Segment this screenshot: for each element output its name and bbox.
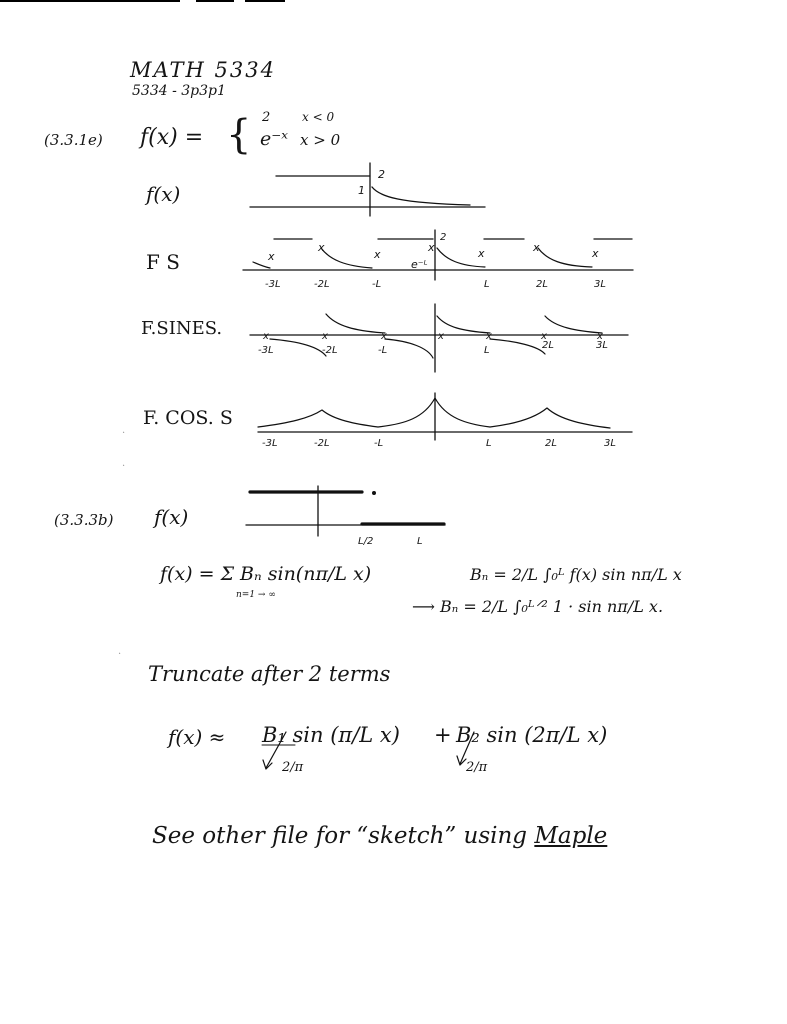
course-title: MATH 5334 xyxy=(130,58,276,82)
step-tick-L: L xyxy=(417,536,423,547)
fs-tick-neg3L: -3L xyxy=(265,279,281,290)
fs-tick-L: L xyxy=(484,279,490,290)
fcos-tick-L: L xyxy=(486,438,492,449)
fsines-jump-mark: x xyxy=(322,331,328,342)
fx-exp-decay-curve xyxy=(372,187,470,205)
b2-arrow xyxy=(460,732,474,764)
margin-dot: . xyxy=(122,458,126,469)
fs-jump-mark: x xyxy=(268,250,275,263)
fsines-ticks xyxy=(258,340,608,356)
fsines-tick-negL: -L xyxy=(378,345,388,356)
fcos-sketch xyxy=(258,393,632,449)
approx-plus: + xyxy=(434,723,452,747)
fx-sketch xyxy=(250,163,485,216)
case1-condition: x < 0 xyxy=(302,110,335,124)
fsines-jump-mark: x xyxy=(381,331,387,342)
fsines-neg-decay-curve xyxy=(270,339,326,356)
case2-condition: x > 0 xyxy=(300,131,341,149)
fsines-jump-mark: x xyxy=(541,331,547,342)
approx-lhs: f(x) ≈ xyxy=(168,725,226,749)
fs-jump-mark: x xyxy=(318,241,325,254)
series-limits: n=1 → ∞ xyxy=(236,590,276,600)
b1-arrow xyxy=(266,732,286,768)
fs-tick-3L: 3L xyxy=(594,279,606,290)
fs-tick-2L: 2L xyxy=(536,279,548,290)
fs-top-mark: 2 xyxy=(440,232,447,243)
margin-dot: . xyxy=(122,425,126,436)
truncate-note: Truncate after 2 terms xyxy=(148,662,391,686)
fcos-even-extension-curve xyxy=(258,398,610,428)
coefficient-arrows xyxy=(262,732,474,769)
fcos-ticks xyxy=(262,438,616,449)
fsines-sketch xyxy=(250,304,628,372)
fcos-tick-3L: 3L xyxy=(604,438,616,449)
fsines-tick-neg3L: -3L xyxy=(258,345,274,356)
fsines-decay-curve xyxy=(437,316,490,333)
fs-jump-mark: x xyxy=(533,241,540,254)
fx-graph-label: f(x) xyxy=(146,182,181,206)
problem-b-lhs: f(x) xyxy=(154,505,189,529)
margin-dot: . xyxy=(118,646,122,657)
fsines-tick-3L: 3L xyxy=(596,340,608,351)
fs-point-label: e⁻ᴸ xyxy=(411,258,428,271)
maple-note-text: See other file for “sketch” using xyxy=(152,823,535,849)
fsines-tick-2L: 2L xyxy=(542,340,554,351)
fsines-graph-label: F.SINES. xyxy=(141,318,223,339)
fsines-tick-neg2L: -2L xyxy=(322,345,338,356)
bn-definition: Bₙ = 2/L ∫₀ᴸ f(x) sin nπ/L x xyxy=(470,565,682,584)
maple-link: Maple xyxy=(534,823,608,849)
fsines-decay-curve xyxy=(545,316,602,333)
fsines-neg-decay-curve xyxy=(385,339,433,358)
fs-jump-mark: x xyxy=(374,248,381,261)
step-function-sketch xyxy=(246,486,445,547)
fs-jump-mark: x xyxy=(478,247,485,260)
fs-tick-negL: -L xyxy=(372,279,382,290)
problem-set-id: 5334 - 3p3p1 xyxy=(132,83,226,99)
fsines-decay-curve xyxy=(326,314,385,333)
fcos-graph-label: F. COS. S xyxy=(143,407,233,429)
fsines-jump-mark: x xyxy=(438,331,444,342)
fsines-jump-mark: x xyxy=(597,331,603,342)
problem-b-label: (3.3.3b) xyxy=(54,511,114,529)
fs-decay-curve xyxy=(538,248,592,267)
fsines-neg-decay-curve xyxy=(490,339,545,354)
fx-tick-one: 1 xyxy=(358,184,365,197)
fs-graph-label: F S xyxy=(146,250,180,274)
fsines-tick-L: L xyxy=(484,345,490,356)
fsines-jump-mark: x xyxy=(263,331,269,342)
approx-term2: B₂ sin (2π/L x) xyxy=(456,723,608,747)
fsines-jump-mark: x xyxy=(486,331,492,342)
fcos-tick-neg3L: -3L xyxy=(262,438,278,449)
fs-ticks xyxy=(265,279,606,290)
problem-a-label: (3.3.1e) xyxy=(44,131,103,149)
fs-jump-mark: x xyxy=(592,247,599,260)
series-expression: f(x) = Σ Bₙ sin(nπ/L x) xyxy=(160,563,372,585)
fs-tick-neg2L: -2L xyxy=(314,279,330,290)
bn-evaluation: ⟶ Bₙ = 2/L ∫₀ᴸᐟ² 1 · sin nπ/L x. xyxy=(412,597,664,616)
fs-sketch xyxy=(243,230,633,290)
fs-jump-mark: x xyxy=(428,241,435,254)
problem-a-lhs: f(x) = xyxy=(140,125,204,150)
fx-tick-two: 2 xyxy=(378,168,385,181)
fcos-tick-2L: 2L xyxy=(545,438,557,449)
step-tick-half: L/2 xyxy=(358,536,374,547)
case2-value: e⁻ˣ xyxy=(260,128,289,150)
piecewise-brace: { xyxy=(226,112,252,158)
b2-value: 2/π xyxy=(466,760,488,775)
b1-value: 2/π xyxy=(282,760,304,775)
fcos-tick-neg2L: -2L xyxy=(314,438,330,449)
step-endpoint-dot xyxy=(372,491,376,495)
fs-decay-curve xyxy=(321,248,372,268)
case1-value: 2 xyxy=(262,110,271,125)
fcos-tick-negL: -L xyxy=(374,438,384,449)
approx-term1: B₁ sin (π/L x) xyxy=(262,723,400,747)
